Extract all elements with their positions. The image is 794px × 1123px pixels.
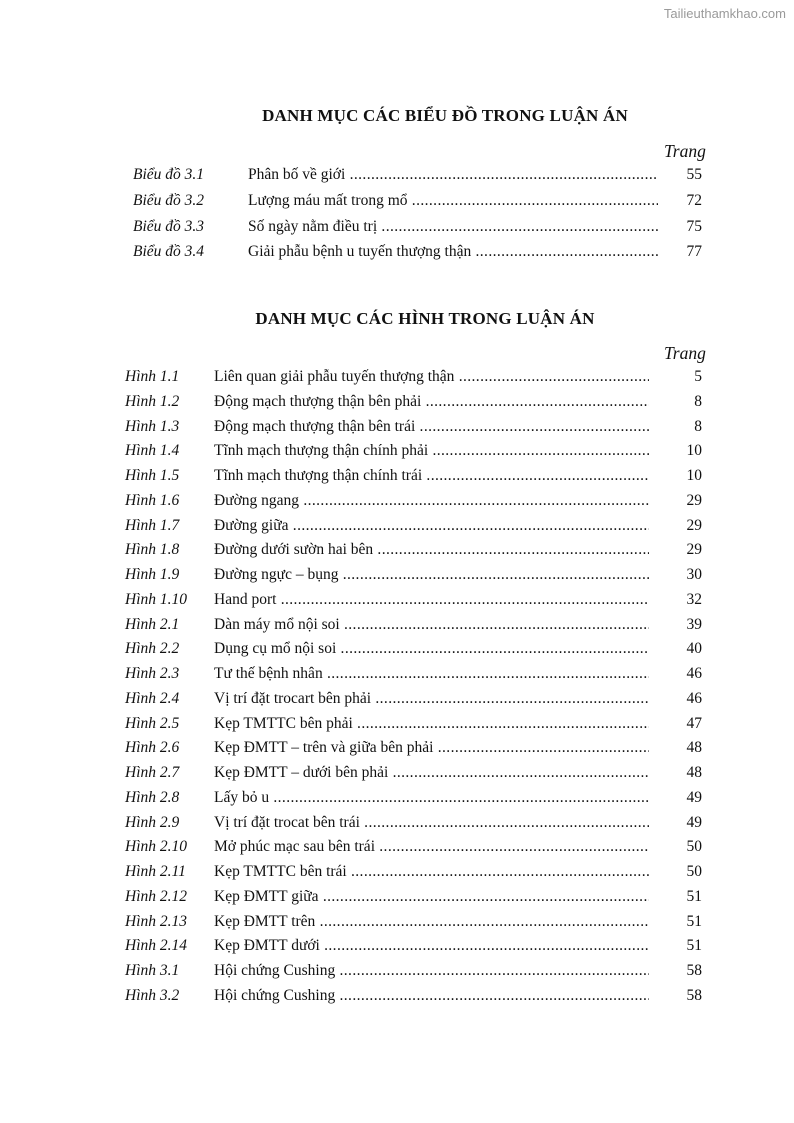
entry-page-number: 50 xyxy=(686,863,702,881)
entry-page-number: 5 xyxy=(694,368,702,385)
entry-page-number: 30 xyxy=(686,566,702,584)
entry-title: Động mạch thượng thận bên trái ..... xyxy=(214,416,649,438)
entry-label: Hình 1.8 xyxy=(125,541,180,559)
entry-page-number: 47 xyxy=(686,714,702,732)
entry-page-number: 32 xyxy=(686,590,702,608)
entry-title: Kẹp ĐMTT – dưới bên phải ..... xyxy=(214,762,649,784)
toc-entry xyxy=(125,812,725,834)
entry-label: Hình 2.6 xyxy=(125,739,180,757)
entry-title: Hand port ..... xyxy=(214,589,649,611)
entry-label: Hình 1.2 xyxy=(125,392,180,410)
entry-title: Kẹp TMTTC bên phải ..... xyxy=(214,713,649,735)
entry-title: Dụng cụ mổ nội soi ..... xyxy=(214,638,649,660)
entry-label: Biểu đồ 3.4 xyxy=(133,243,205,261)
entry-title: Tĩnh mạch thượng thận chính phải ..... xyxy=(214,440,649,462)
entry-title: Vị trí đặt trocat bên trái ..... xyxy=(214,812,649,834)
toc-entry xyxy=(125,440,725,462)
toc-entry xyxy=(125,515,725,537)
entry-title: Phân bố về giới ..... xyxy=(248,164,658,186)
toc-entry xyxy=(125,960,725,982)
entry-title: Lượng máu mất trong mổ ..... xyxy=(248,190,658,212)
entry-page-number: 46 xyxy=(686,665,702,683)
entry-label: Hình 2.8 xyxy=(125,788,180,806)
entry-title: Kẹp ĐMTT – trên và giữa bên phải ..... xyxy=(214,737,649,759)
toc-entry xyxy=(133,164,733,186)
toc-entry xyxy=(125,539,725,561)
entry-label: Hình 1.3 xyxy=(125,417,180,435)
toc-entry xyxy=(125,985,725,1007)
entry-label: Hình 2.3 xyxy=(125,665,180,683)
entry-label: Hình 2.2 xyxy=(125,640,180,658)
toc-entry xyxy=(125,886,725,908)
entry-title: Kẹp ĐMTT trên ..... xyxy=(214,911,649,933)
toc-entry xyxy=(125,391,725,413)
entry-title: Kẹp ĐMTT dưới ..... xyxy=(214,935,649,957)
entry-page-number: 58 xyxy=(686,962,702,980)
entry-page-number: 29 xyxy=(686,516,702,534)
entry-page-number: 48 xyxy=(686,739,702,757)
entry-label: Hình 2.11 xyxy=(125,863,186,881)
entry-title: Vị trí đặt trocart bên phải ..... xyxy=(214,688,649,710)
entry-page-number: 48 xyxy=(686,764,702,782)
entry-page-number: 55 xyxy=(686,166,702,183)
toc-entry xyxy=(133,190,733,212)
toc-entry xyxy=(125,490,725,512)
entry-title: Đường giữa ..... xyxy=(214,515,649,537)
entry-label: Biểu đồ 3.1 xyxy=(133,166,205,183)
toc-entry xyxy=(133,216,733,238)
entry-title: Đường dưới sườn hai bên ..... xyxy=(214,539,649,561)
toc-entry xyxy=(125,366,725,388)
toc-entry xyxy=(125,688,725,710)
entry-title: Tĩnh mạch thượng thận chính trái ..... xyxy=(214,465,649,487)
toc-entry xyxy=(125,465,725,487)
figures-list-heading: DANH MỤC CÁC HÌNH TRONG LUẬN ÁN xyxy=(255,309,595,328)
entry-page-number: 29 xyxy=(686,541,702,559)
toc-entry xyxy=(125,737,725,759)
entry-label: Hình 2.7 xyxy=(125,764,180,782)
entry-label: Hình 1.7 xyxy=(125,516,180,534)
entry-page-number: 40 xyxy=(686,640,702,658)
entry-page-number: 10 xyxy=(686,442,702,460)
entry-page-number: 58 xyxy=(686,987,702,1004)
entry-title: Số ngày nằm điều trị ..... xyxy=(248,216,658,238)
entry-label: Hình 2.12 xyxy=(125,887,187,905)
entry-page-number: 51 xyxy=(686,937,702,955)
entry-label: Hình 3.1 xyxy=(125,962,180,980)
toc-entry xyxy=(125,911,725,933)
entry-page-number: 46 xyxy=(686,689,702,707)
toc-entry xyxy=(125,762,725,784)
toc-entry xyxy=(125,638,725,660)
toc-entry xyxy=(125,861,725,883)
entry-label: Biểu đồ 3.3 xyxy=(133,217,205,235)
toc-entry xyxy=(125,589,725,611)
entry-page-number: 8 xyxy=(694,392,702,410)
toc-entry xyxy=(133,241,733,263)
entry-page-number: 10 xyxy=(686,467,702,485)
entry-page-number: 39 xyxy=(686,615,702,633)
entry-title: Mở phúc mạc sau bên trái ..... xyxy=(214,836,649,858)
entry-page-number: 50 xyxy=(686,838,702,856)
entry-label: Hình 2.13 xyxy=(125,912,187,930)
entry-label: Hình 2.1 xyxy=(125,615,180,633)
toc-entry xyxy=(125,787,725,809)
entry-label: Hình 1.5 xyxy=(125,467,180,485)
entry-title: Tư thế bệnh nhân ..... xyxy=(214,663,649,685)
entry-title: Kẹp TMTTC bên trái ..... xyxy=(214,861,649,883)
entry-title: Liên quan giải phẫu tuyến thượng thận ..... xyxy=(214,366,649,388)
entry-page-number: 77 xyxy=(686,243,702,261)
entry-title: Dàn máy mổ nội soi ..... xyxy=(214,614,649,636)
entry-page-number: 75 xyxy=(686,217,702,235)
entry-title: Động mạch thượng thận bên phải ..... xyxy=(214,391,649,413)
entry-title: Lấy bỏ u ..... xyxy=(214,787,649,809)
entry-label: Hình 1.9 xyxy=(125,566,180,584)
entry-label: Hình 1.6 xyxy=(125,491,180,509)
entry-title: Đường ngang ..... xyxy=(214,490,649,512)
entry-label: Hình 2.5 xyxy=(125,714,180,732)
toc-entry xyxy=(125,614,725,636)
toc-entry xyxy=(125,663,725,685)
entry-title: Kẹp ĐMTT giữa ..... xyxy=(214,886,649,908)
entry-title: Giải phẫu bệnh u tuyến thượng thận ..... xyxy=(248,241,658,263)
watermark: Tailieuthamkhao.com xyxy=(663,6,786,21)
entry-label: Biểu đồ 3.2 xyxy=(133,191,205,209)
figures-page-column-label: Trang xyxy=(664,343,706,363)
entry-page-number: 51 xyxy=(686,912,702,930)
entry-page-number: 49 xyxy=(686,788,702,806)
entry-label: Hình 2.9 xyxy=(125,813,180,831)
entry-title: Đường ngực – bụng ..... xyxy=(214,564,649,586)
toc-entry xyxy=(125,416,725,438)
charts-list-heading: DANH MỤC CÁC BIỂU ĐỒ TRONG LUẬN ÁN xyxy=(262,106,628,125)
entry-page-number: 8 xyxy=(694,417,702,435)
entry-label: Hình 3.2 xyxy=(125,987,180,1004)
toc-entry xyxy=(125,564,725,586)
entry-page-number: 51 xyxy=(686,887,702,905)
entry-label: Hình 1.4 xyxy=(125,442,180,460)
entry-label: Hình 1.10 xyxy=(125,590,187,608)
entry-page-number: 49 xyxy=(686,813,702,831)
entry-page-number: 72 xyxy=(686,191,702,209)
entry-title: Hội chứng Cushing ..... xyxy=(214,960,649,982)
toc-entry xyxy=(125,935,725,957)
entry-label: Hình 1.1 xyxy=(125,368,180,385)
entry-label: Hình 2.14 xyxy=(125,937,187,955)
charts-page-column-label: Trang xyxy=(664,141,706,161)
entry-label: Hình 2.10 xyxy=(125,838,187,856)
entry-title: Hội chứng Cushing ..... xyxy=(214,985,649,1007)
toc-entry xyxy=(125,836,725,858)
entry-page-number: 29 xyxy=(686,491,702,509)
entry-label: Hình 2.4 xyxy=(125,689,180,707)
toc-entry xyxy=(125,713,725,735)
